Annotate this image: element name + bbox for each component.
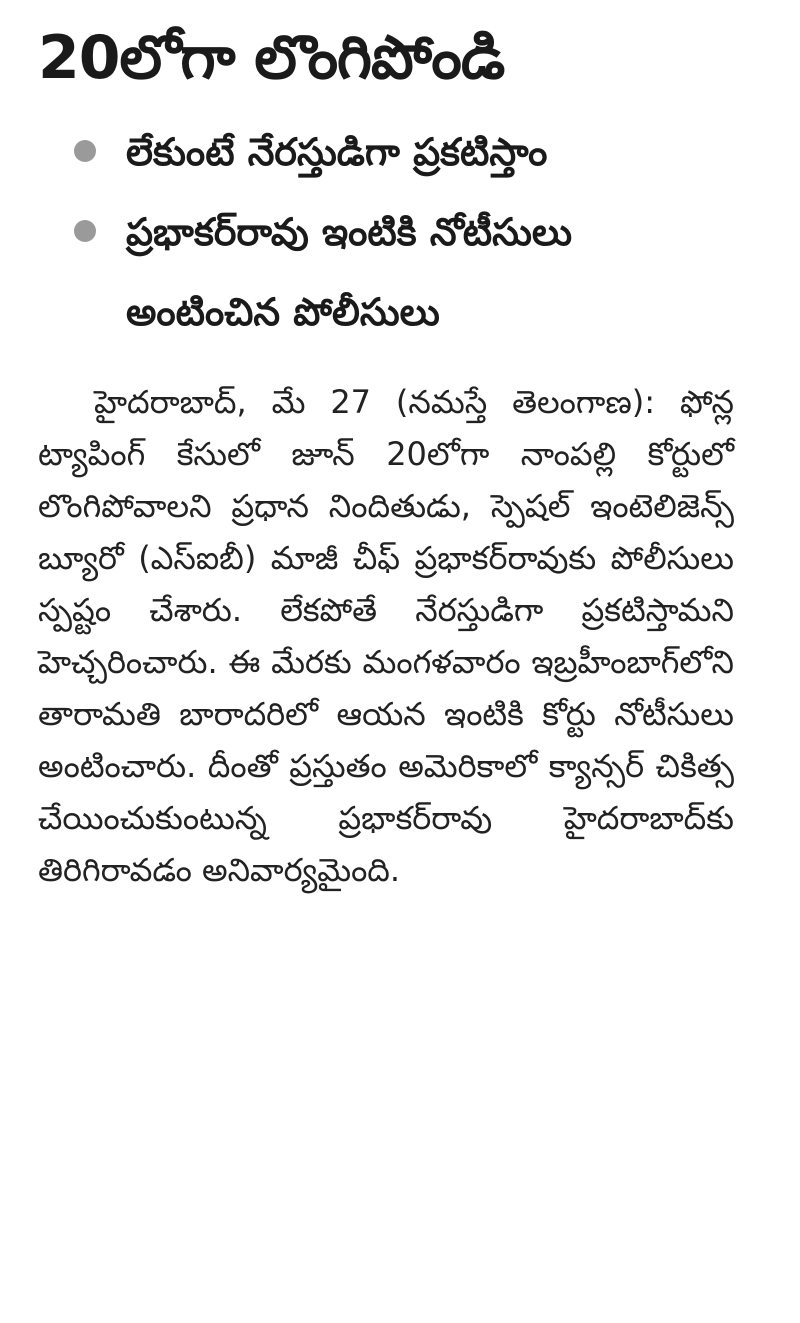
- bullet-dot-icon: [74, 140, 96, 162]
- subheads: [38, 112, 738, 352]
- subhead-1-text: లేకుంటే నేరస్తుడిగా ప్రకటిస్తాం: [126, 130, 548, 174]
- subhead-2: [38, 192, 738, 352]
- bullet-dot-icon: [74, 220, 96, 242]
- subhead-2-text: ప్రభాకర్‌రావు ఇంటికి నోటీసులు అంటించిన పోలీసులు: [126, 210, 573, 334]
- subhead-1: [38, 112, 738, 192]
- article-body: హైదరాబాద్, మే 27 (నమస్తే తెలంగాణ): ఫోన్ల ట్యాపింగ్ కేసులో జూన్ 20లోగా నాంపల్లి కోర్టులో లొంగిపోవాలని ప్రధాన నిందితుడు, స్పెషల్ ఇంటెలిజెన్స్ బ్యూరో (ఎస్‌ఐబీ) మాజీ చీఫ్ ప్రభాకర్‌రావుకు పోలీసులు స్పష్టం చేశారు. లేకపోతే నేరస్తుడిగా ప్రకటిస్తామని హెచ్చరించారు. ఈ మేరకు మంగళవారం ఇబ్రహీంబాగ్‌లోని తారామతి బారాదరిలో ఆయన ఇంటికి కోర్టు నోటీసులు అంటించారు. దీంతో ప్రస్తుతం అమెరికాలో క్యాన్సర్ చికిత్స చేయించుకుంటున్న ప్రభాకర్‌రావు హైదరాబాద్‌కు తిరిగిరావడం అనివార్యమైంది.: [38, 383, 734, 889]
- news-clipping: [38, 14, 738, 1304]
- headline: 20లోగా లొంగిపోండి: [38, 23, 505, 93]
